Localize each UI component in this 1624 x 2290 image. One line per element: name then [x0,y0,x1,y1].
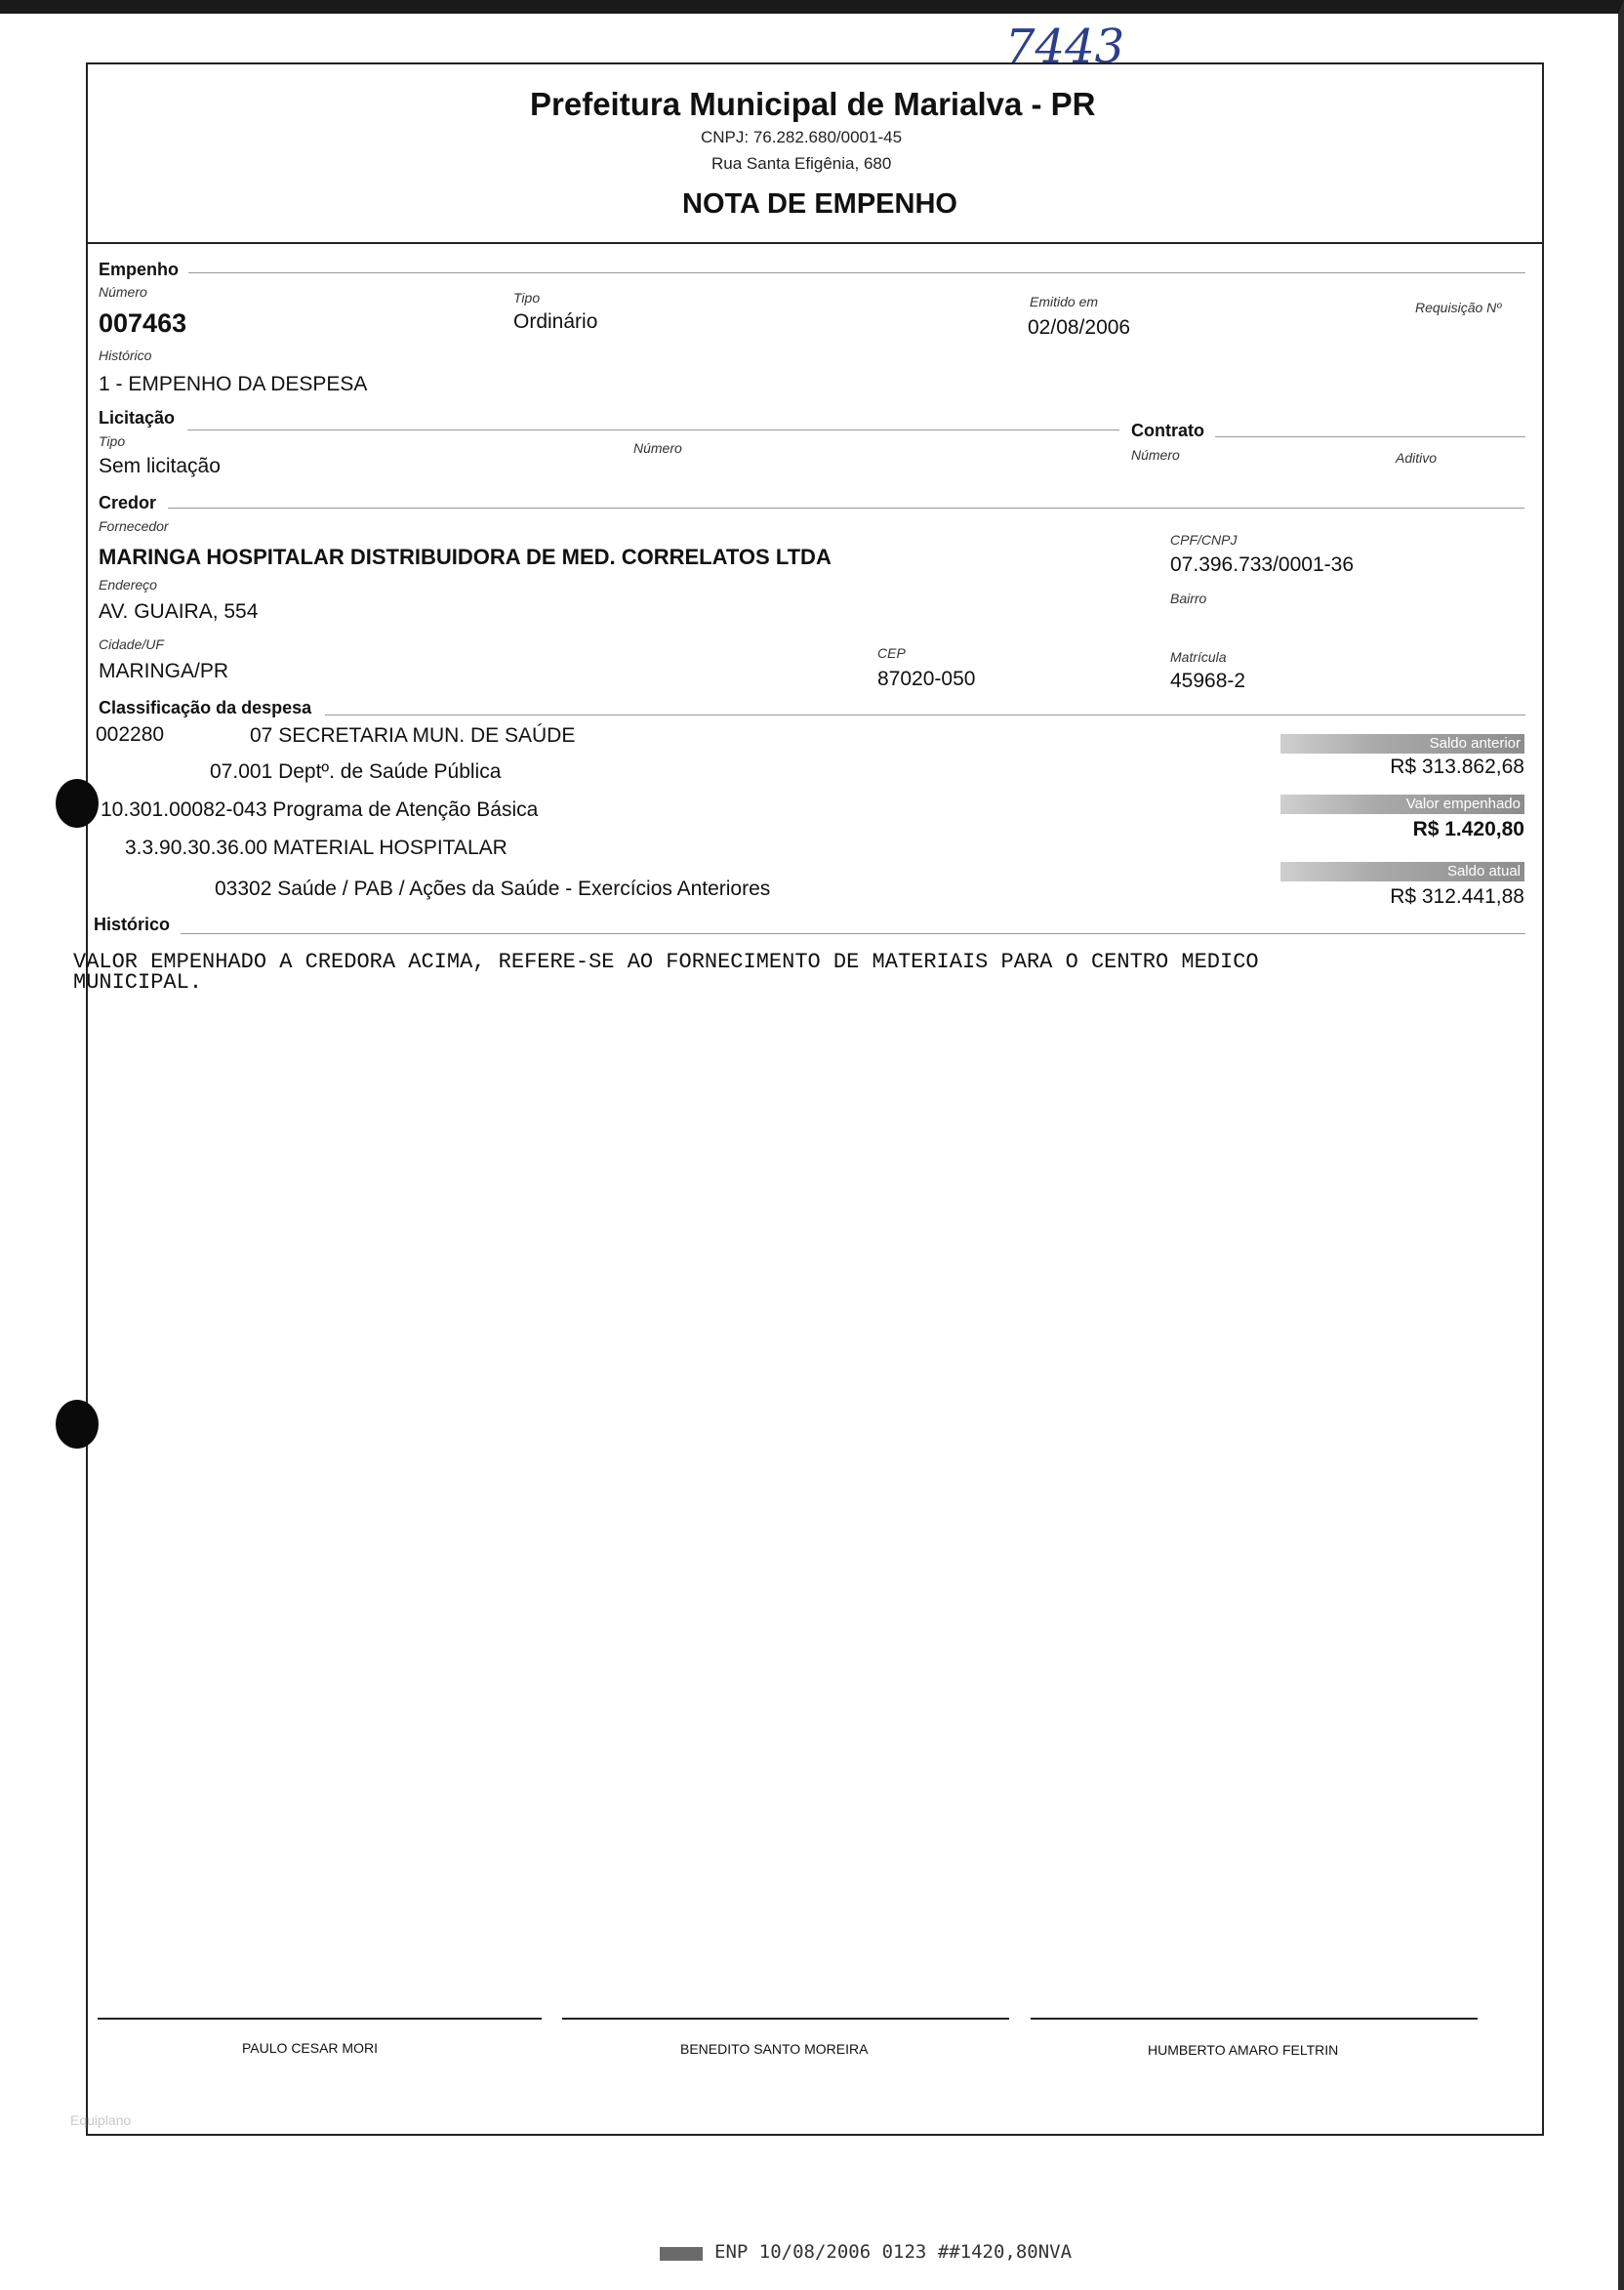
classificacao-fonte: 03302 Saúde / PAB / Ações da Saúde - Exercícios Anteriores [215,878,771,900]
historico-line-1: VALOR EMPENHADO A CREDORA ACIMA, REFERE-SE AO FORNECIMENTO DE MATERIAIS PARA O CENTRO MEDICO [73,950,1259,974]
cpf-cnpj-value: 07.396.733/0001-36 [1170,553,1355,576]
punch-hole [56,1400,99,1449]
requisicao-label: Requisição Nº [1415,300,1502,315]
classificacao-unidade: 07.001 Deptº. de Saúde Pública [210,760,502,783]
header-address: Rua Santa Efigênia, 680 [711,154,892,173]
empenho-historico: 1 - EMPENHO DA DESPESA [99,373,368,395]
section-credor: Credor [99,493,157,512]
stamp-mark [660,2247,703,2261]
classificacao-code: 002280 [96,723,165,746]
section-rule [181,933,1525,934]
signature-line [1031,2018,1478,2020]
classificacao-elemento: 3.3.90.30.36.00 MATERIAL HOSPITALAR [125,837,508,859]
cpf-cnpj-label: CPF/CNPJ [1170,532,1238,548]
footer-stamp: ENP 10/08/2006 0123 ##1420,80NVA [714,2241,1073,2263]
signature-name-3: HUMBERTO AMARO FELTRIN [1148,2042,1339,2058]
licitacao-numero-label: Número [633,440,682,456]
header-cnpj: CNPJ: 76.282.680/0001-45 [701,128,903,146]
section-empenho: Empenho [99,260,180,279]
emitido-date: 02/08/2006 [1028,316,1131,339]
contrato-aditivo-label: Aditivo [1396,450,1438,466]
saldo-atual-label: Saldo atual [1280,862,1524,881]
document-title: NOTA DE EMPENHO [682,188,957,220]
bairro-label: Bairro [1170,591,1207,606]
cidade-label: Cidade/UF [99,636,164,652]
handwritten-number: 7443 [1005,20,1125,74]
empenho-numero: 007463 [99,308,187,338]
licitacao-tipo: Sem licitação [99,455,221,477]
punch-hole [56,779,99,828]
section-rule [168,508,1524,509]
software-watermark: Equiplano [70,2112,132,2128]
valor-empenhado-value: R$ 1.420,80 [1412,818,1524,840]
matricula-value: 45968-2 [1170,670,1246,692]
empenho-historico-label: Histórico [99,348,152,363]
municipality-title: Prefeitura Municipal de Marialva - PR [530,86,1096,122]
valor-empenhado-label: Valor empenhado [1280,795,1524,814]
section-rule [188,272,1525,273]
section-rule [325,715,1525,716]
section-rule [187,429,1119,430]
endereco-value: AV. GUAIRA, 554 [99,600,259,623]
empenho-tipo-label: Tipo [513,290,541,306]
signature-name-2: BENEDITO SANTO MOREIRA [680,2041,869,2057]
section-historico: Histórico [94,915,171,934]
classificacao-programa: 10.301.00082-043 Programa de Atenção Básica [101,798,539,821]
licitacao-tipo-label: Tipo [99,433,126,449]
contrato-numero-label: Número [1131,447,1180,463]
section-classificacao: Classificação da despesa [99,698,312,717]
matricula-label: Matrícula [1170,649,1227,665]
saldo-anterior-value: R$ 313.862,68 [1390,756,1524,778]
emitido-label: Emitido em [1030,294,1099,309]
section-licitacao: Licitação [99,408,176,428]
fornecedor-name: MARINGA HOSPITALAR DISTRIBUIDORA DE MED. CORRELATOS LTDA [99,545,832,569]
saldo-atual-value: R$ 312.441,88 [1390,885,1524,908]
fornecedor-label: Fornecedor [99,518,169,534]
empenho-numero-label: Número [99,284,147,300]
empenho-tipo: Ordinário [513,310,598,333]
cep-label: CEP [877,645,906,661]
signature-name-1: PAULO CESAR MORI [242,2040,378,2056]
cep-value: 87020-050 [877,668,976,690]
endereco-label: Endereço [99,577,157,593]
historico-line-2: MUNICIPAL. [73,970,203,995]
saldo-anterior-label: Saldo anterior [1280,734,1524,754]
classificacao-orgao: 07 SECRETARIA MUN. DE SAÚDE [250,724,576,747]
cidade-value: MARINGA/PR [99,660,229,682]
signature-line [98,2018,542,2020]
signature-line [562,2018,1009,2020]
section-rule [1215,436,1525,437]
section-contrato: Contrato [1131,421,1204,440]
